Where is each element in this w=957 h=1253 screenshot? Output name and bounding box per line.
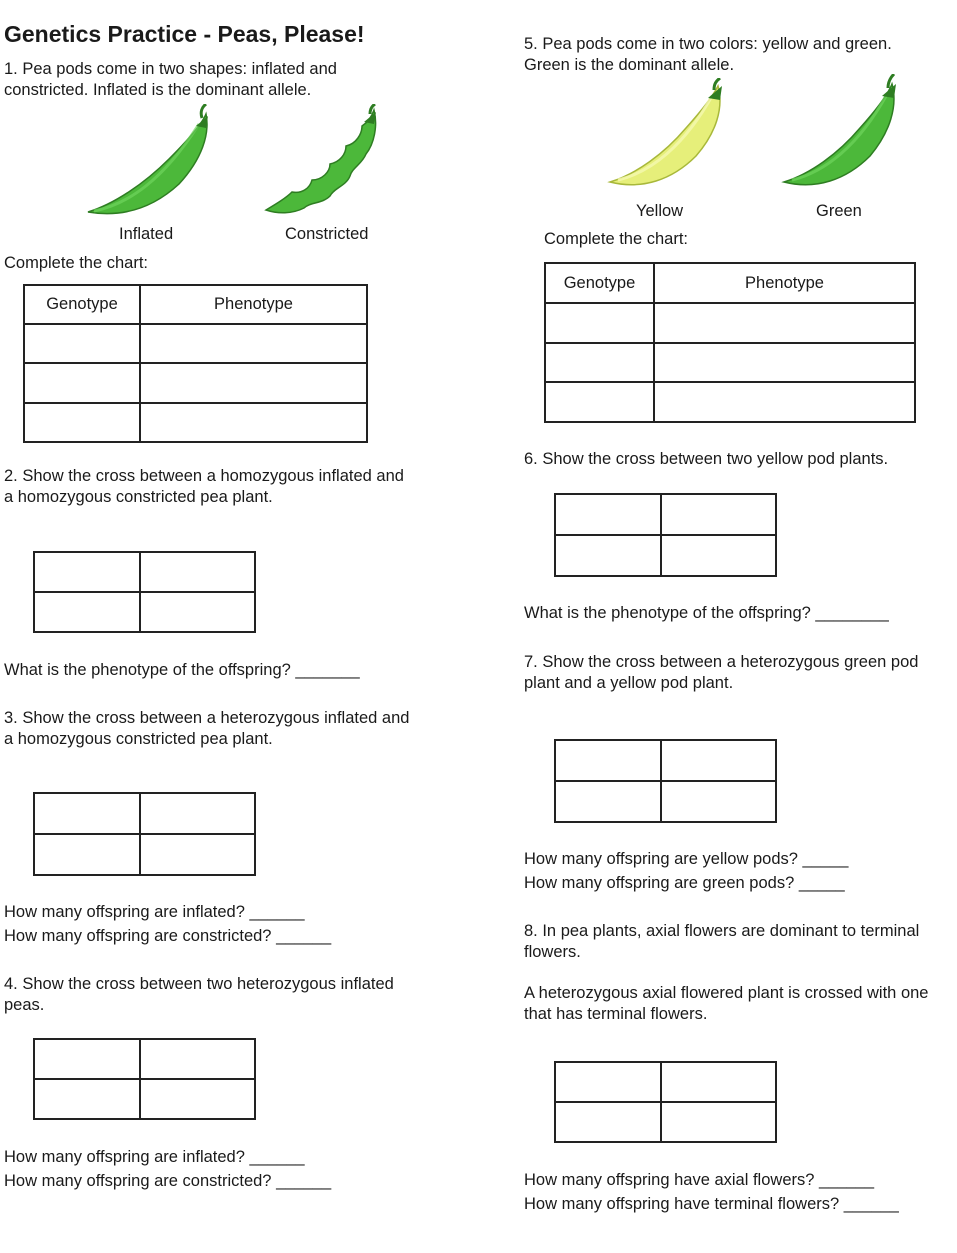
green-label: Green (816, 202, 862, 220)
punnett-cell[interactable] (661, 1062, 776, 1102)
punnett-cell[interactable] (661, 1102, 776, 1142)
q6-line1: 6. Show the cross between two yellow pod plants. (524, 450, 889, 468)
punnett-cell[interactable] (555, 1102, 661, 1142)
genotype-header: Genotype (24, 285, 140, 324)
punnett-cell[interactable] (34, 1079, 140, 1119)
punnett-cell[interactable] (555, 535, 661, 576)
q5-chart-prompt: Complete the chart: (544, 230, 688, 248)
punnett-cell[interactable] (34, 1039, 140, 1079)
q8-line3: A heterozygous axial flowered plant is crossed with one (524, 984, 929, 1002)
q4-question-inflated: How many offspring are inflated? ______ (4, 1148, 305, 1166)
green-pod-illustration (780, 74, 900, 192)
genotype-cell[interactable] (24, 324, 140, 363)
punnett-cell[interactable] (34, 834, 140, 875)
phenotype-cell[interactable] (654, 343, 915, 383)
q8-line1: 8. In pea plants, axial flowers are dominant to terminal (524, 922, 920, 940)
q6-question: What is the phenotype of the offspring? ________ (524, 604, 889, 622)
genotype-cell[interactable] (545, 303, 654, 343)
q7-question-yellow: How many offspring are yellow pods? _____ (524, 850, 849, 868)
q1-chart-prompt: Complete the chart: (4, 254, 148, 272)
punnett-cell[interactable] (555, 740, 661, 781)
q5-line1: 5. Pea pods come in two colors: yellow and green. (524, 35, 892, 53)
q4-line1: 4. Show the cross between two heterozygous inflated (4, 975, 394, 993)
genotype-cell[interactable] (24, 403, 140, 442)
punnett-cell[interactable] (140, 1079, 255, 1119)
q4-question-constricted: How many offspring are constricted? ______ (4, 1172, 332, 1190)
punnett-cell[interactable] (661, 494, 776, 535)
inflated-pod-illustration (84, 104, 214, 222)
q1-genotype-chart (23, 284, 368, 443)
q7-line1: 7. Show the cross between a heterozygous green pod (524, 653, 919, 671)
q6-punnett-square (554, 493, 777, 577)
punnett-cell[interactable] (555, 494, 661, 535)
punnett-cell[interactable] (140, 1039, 255, 1079)
punnett-cell[interactable] (555, 781, 661, 822)
yellow-pod-illustration (606, 78, 726, 192)
q1-line2: constricted. Inflated is the dominant allele. (4, 81, 312, 99)
q4-punnett-square (33, 1038, 256, 1120)
q2-punnett-square (33, 551, 256, 633)
genotype-cell[interactable] (24, 363, 140, 402)
phenotype-cell[interactable] (140, 363, 367, 402)
phenotype-header: Phenotype (140, 285, 367, 324)
q3-question-inflated: How many offspring are inflated? ______ (4, 903, 305, 921)
punnett-cell[interactable] (34, 793, 140, 834)
punnett-cell[interactable] (140, 834, 255, 875)
page-title: Genetics Practice - Peas, Please! (4, 21, 365, 47)
q1-line1: 1. Pea pods come in two shapes: inflated and (4, 60, 337, 78)
phenotype-cell[interactable] (140, 403, 367, 442)
constricted-pod-illustration (262, 104, 382, 216)
punnett-cell[interactable] (140, 793, 255, 834)
genotype-header: Genotype (545, 263, 654, 303)
punnett-cell[interactable] (661, 535, 776, 576)
constricted-label: Constricted (285, 225, 369, 243)
q3-line2: a homozygous constricted pea plant. (4, 730, 273, 748)
q4-line2: peas. (4, 996, 45, 1014)
genotype-cell[interactable] (545, 343, 654, 383)
punnett-cell[interactable] (34, 592, 140, 632)
q2-line1: 2. Show the cross between a homozygous inflated and (4, 467, 404, 485)
punnett-cell[interactable] (140, 592, 255, 632)
q5-genotype-chart (544, 262, 916, 423)
genotype-cell[interactable] (545, 382, 654, 422)
q8-question-terminal: How many offspring have terminal flowers? ______ (524, 1195, 899, 1213)
q8-question-axial: How many offspring have axial flowers? ______ (524, 1171, 875, 1189)
phenotype-cell[interactable] (654, 382, 915, 422)
punnett-cell[interactable] (661, 740, 776, 781)
q8-line2: flowers. (524, 943, 581, 961)
q8-line4: that has terminal flowers. (524, 1005, 708, 1023)
inflated-label: Inflated (119, 225, 174, 243)
q3-question-constricted: How many offspring are constricted? ______ (4, 927, 332, 945)
phenotype-cell[interactable] (140, 324, 367, 363)
q7-punnett-square (554, 739, 777, 823)
punnett-cell[interactable] (555, 1062, 661, 1102)
q3-punnett-square (33, 792, 256, 876)
punnett-cell[interactable] (34, 552, 140, 592)
q7-question-green: How many offspring are green pods? _____ (524, 874, 845, 892)
q8-punnett-square (554, 1061, 777, 1143)
punnett-cell[interactable] (140, 552, 255, 592)
q7-line2: plant and a yellow pod plant. (524, 674, 734, 692)
yellow-label: Yellow (636, 202, 684, 220)
q2-line2: a homozygous constricted pea plant. (4, 488, 273, 506)
q3-line1: 3. Show the cross between a heterozygous inflated and (4, 709, 410, 727)
punnett-cell[interactable] (661, 781, 776, 822)
q2-question: What is the phenotype of the offspring? _______ (4, 661, 360, 679)
q5-line2: Green is the dominant allele. (524, 56, 735, 74)
phenotype-cell[interactable] (654, 303, 915, 343)
phenotype-header: Phenotype (654, 263, 915, 303)
